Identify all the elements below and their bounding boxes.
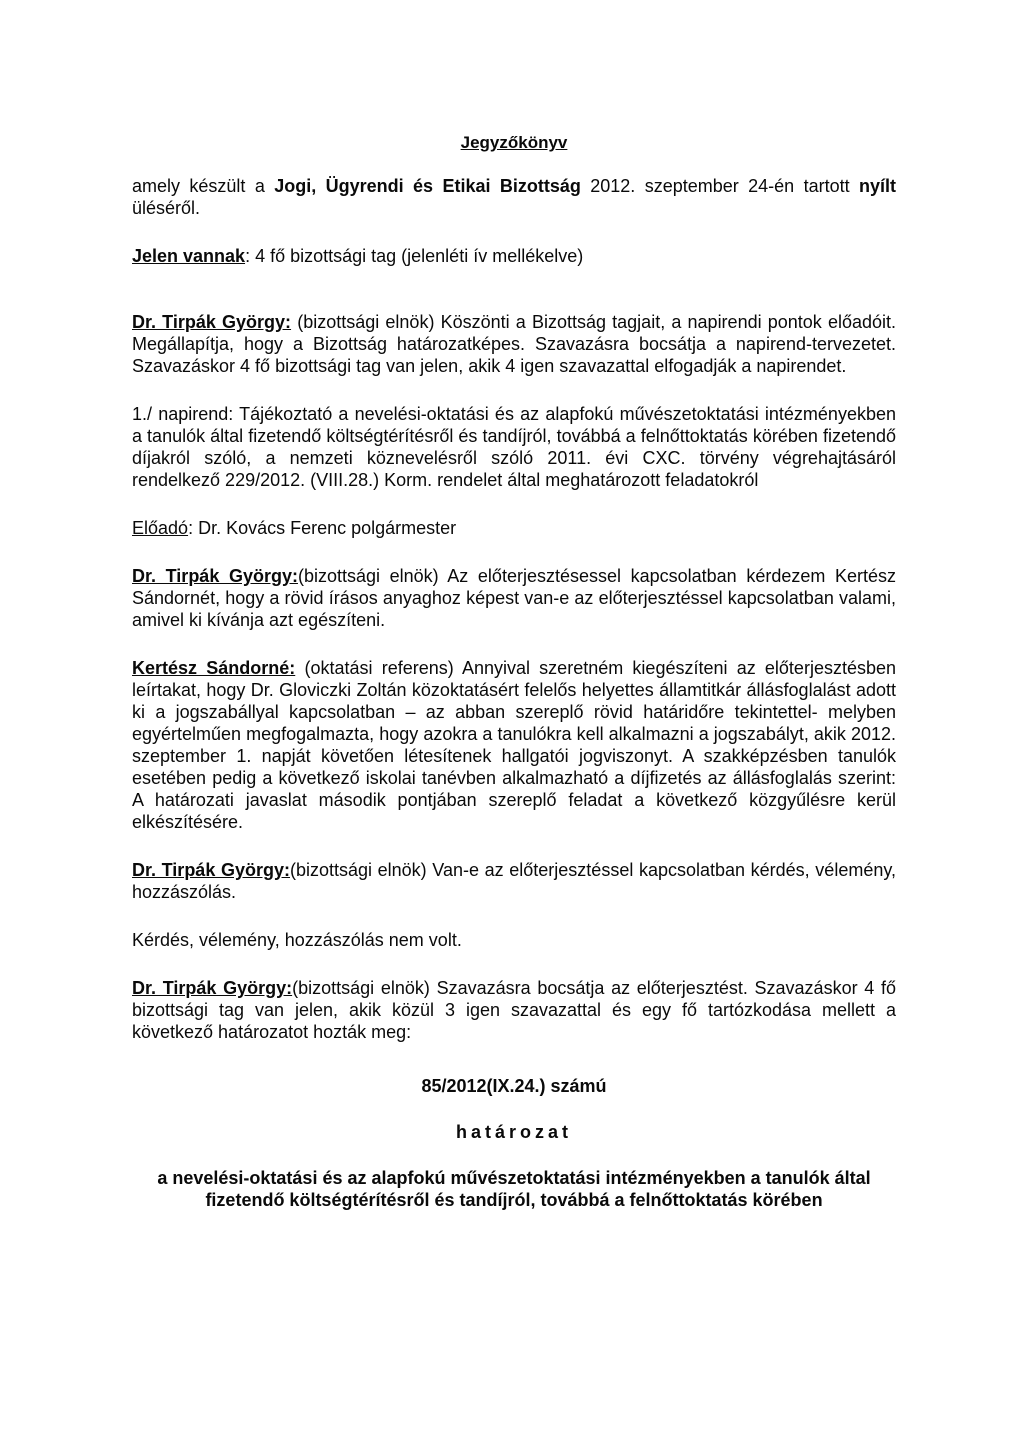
speech-text: (bizottsági elnök) Az előterjesztésessel kapcsolatban kérdezem Kertész Sándornét, hogy a rövid írásos anyaghoz képest van-e az előterjesztéssel kapcsolatban valami, amivel ki kívánja azt egészíteni. bbox=[132, 566, 896, 630]
speech-text: (bizottsági elnök) Van-e az előterjesztéssel kapcsolatban kérdés, vélemény, hozzászólás. bbox=[132, 860, 897, 902]
speaker-name: Kertész Sándorné: bbox=[132, 658, 296, 678]
presenter-text: : Dr. Kovács Ferenc polgármester bbox=[188, 518, 457, 538]
intro-date: 2012. szeptember 24-én tartott bbox=[580, 176, 859, 196]
presenter-paragraph bbox=[132, 517, 896, 539]
agenda-paragraph: 1./ napirend: Tájékoztató a nevelési-oktatási és az alapfokú művészetoktatási intézményekben a tanulók által fizetendő költségtérítésről és tandíjról, továbbá a felnőttoktatás körében fizetendő díjakról szóló, a nemzeti köznevelésről szóló 2011. évi CXC. törvény végrehajtásáról rendelkező 229/2012. (VIII.28.) Korm. rendelet által meghatározott feladatokról bbox=[132, 404, 896, 490]
speaker-name: Dr. Tirpák György: bbox=[132, 978, 293, 998]
vote-paragraph bbox=[132, 977, 896, 1043]
document bbox=[132, 132, 896, 1211]
intro-paragraph bbox=[132, 175, 896, 219]
intro-prefix: amely készült a bbox=[132, 176, 275, 196]
speech-text: (oktatási referens) Annyival szeretném kiegészíteni az előterjesztésben leírtakat, hogy Dr. Gloviczki Zoltán közoktatásért felelős helyettes államtitkár állásfoglalást adott ki a jogszabállyal kapcsolatban – az abban szereplő rövid határidőre tekintettel- melyben egyértelműen megfogalmazta, hogy azokra a tanulókra kell alkalmazni a jogszabályt, akik 2012. szeptember 1. napját követően létesítenek hallgatói jogviszonyt. A szakképzésben tanulók esetében pedig a következő iskolai tanévben alkalmazható a díjfizetés az állásfoglalás szerint: A határozati javaslat második pontjában szereplő feladat a következő közgyűlésre kerül elkészítésére. bbox=[132, 658, 896, 832]
speaker-name: Dr. Tirpák György: bbox=[132, 860, 290, 880]
speaker-name: Dr. Tirpák György: bbox=[132, 566, 298, 586]
committee-name: Jogi, Ügyrendi és Etikai Bizottság bbox=[274, 176, 581, 196]
resolution-number: 85/2012(IX.24.) számú bbox=[421, 1076, 607, 1096]
intro-open: nyílt bbox=[858, 176, 896, 196]
document-title: Jegyzőkönyv bbox=[460, 133, 568, 152]
speech-text: (bizottsági elnök) Szavazásra bocsátja az előterjesztést. Szavazáskor 4 fő bizottsági tag van jelen, akik közül 3 igen szavazattal és egy fő tartózkodása mellett a következő határozatot hozták meg: bbox=[132, 978, 896, 1042]
present-paragraph bbox=[132, 245, 896, 267]
intro-suffix: üléséről. bbox=[132, 198, 201, 218]
chair-call-paragraph bbox=[132, 859, 896, 903]
speech-text: (bizottsági elnök) Köszönti a Bizottság tagjait, a napirendi pontok előadóit. Megállapítja, hogy a Bizottság határozatképes. Szavazásra bocsátja a napirend-tervezetet. Szavazáskor 4 fő bizottsági tag van jelen, akik 4 igen szavazattal elfogadják a napirendet. bbox=[132, 312, 897, 376]
referent-paragraph bbox=[132, 657, 896, 833]
speaker-name: Dr. Tirpák György: bbox=[132, 312, 292, 332]
no-questions-paragraph: Kérdés, vélemény, hozzászólás nem volt. bbox=[132, 930, 462, 950]
present-label: Jelen vannak bbox=[132, 246, 246, 266]
chair-opening-paragraph bbox=[132, 311, 896, 377]
resolution-heading: határozat bbox=[455, 1122, 572, 1142]
presenter-label: Előadó bbox=[132, 518, 189, 538]
resolution-subject: a nevelési-oktatási és az alapfokú művészetoktatási intézményekben a tanulók által fizetendő költségtérítésről és tandíjról, továbbá a felnőttoktatás körében bbox=[157, 1168, 871, 1210]
chair-question-paragraph bbox=[132, 565, 896, 631]
present-text: : 4 fő bizottsági tag (jelenléti ív mellékelve) bbox=[245, 246, 584, 266]
